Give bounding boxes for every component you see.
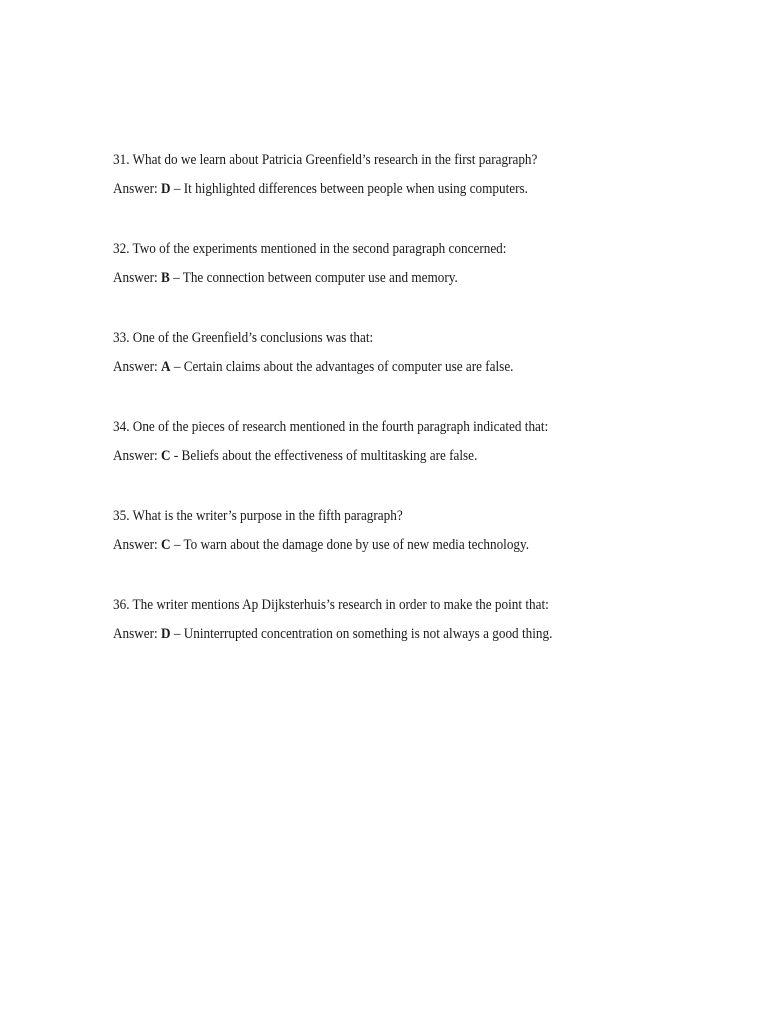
answer-letter: D — [161, 626, 171, 642]
answer-line — [113, 358, 690, 377]
answer-prefix: Answer: — [113, 537, 162, 553]
answer-letter: B — [161, 270, 170, 286]
answer-text: – The connection between computer use and memory. — [169, 270, 458, 286]
answer-text: – To warn about the damage done by use of new media technology. — [170, 537, 530, 553]
question-text: 34. One of the pieces of research mentioned in the fourth paragraph indicated that: — [113, 419, 549, 435]
answer-line — [113, 269, 690, 288]
answer-prefix: Answer: — [113, 270, 162, 286]
question-block — [113, 240, 733, 329]
question-text: 35. What is the writer’s purpose in the fifth paragraph? — [113, 508, 403, 524]
answer-line — [113, 625, 690, 644]
answer-text: – It highlighted differences between people when using computers. — [170, 181, 528, 197]
answer-line — [113, 447, 690, 466]
answer-letter: C — [161, 537, 171, 553]
answer-text: - Beliefs about the effectiveness of multitasking are false. — [170, 448, 478, 464]
question-text: 32. Two of the experiments mentioned in the second paragraph concerned: — [113, 241, 507, 257]
answer-prefix: Answer: — [113, 359, 162, 375]
question-answer-list — [113, 151, 733, 685]
question-text: 33. One of the Greenfield’s conclusions was that: — [113, 330, 374, 346]
answer-prefix: Answer: — [113, 626, 162, 642]
question-text: 36. The writer mentions Ap Dijksterhuis’s research in order to make the point that: — [113, 597, 549, 613]
question-block — [113, 596, 733, 685]
question-text: 31. What do we learn about Patricia Greenfield’s research in the first paragraph? — [113, 152, 538, 168]
answer-text: – Certain claims about the advantages of computer use are false. — [170, 359, 514, 375]
answer-text: – Uninterrupted concentration on something is not always a good thing. — [170, 626, 553, 642]
question-block — [113, 418, 733, 507]
answer-letter: D — [161, 181, 171, 197]
answer-letter: A — [161, 359, 171, 375]
question-block — [113, 507, 733, 596]
answer-letter: C — [161, 448, 171, 464]
question-block — [113, 329, 733, 418]
question-block — [113, 151, 733, 240]
answer-line — [113, 536, 690, 555]
answer-prefix: Answer: — [113, 448, 162, 464]
answer-prefix: Answer: — [113, 181, 162, 197]
answer-line — [113, 180, 690, 199]
